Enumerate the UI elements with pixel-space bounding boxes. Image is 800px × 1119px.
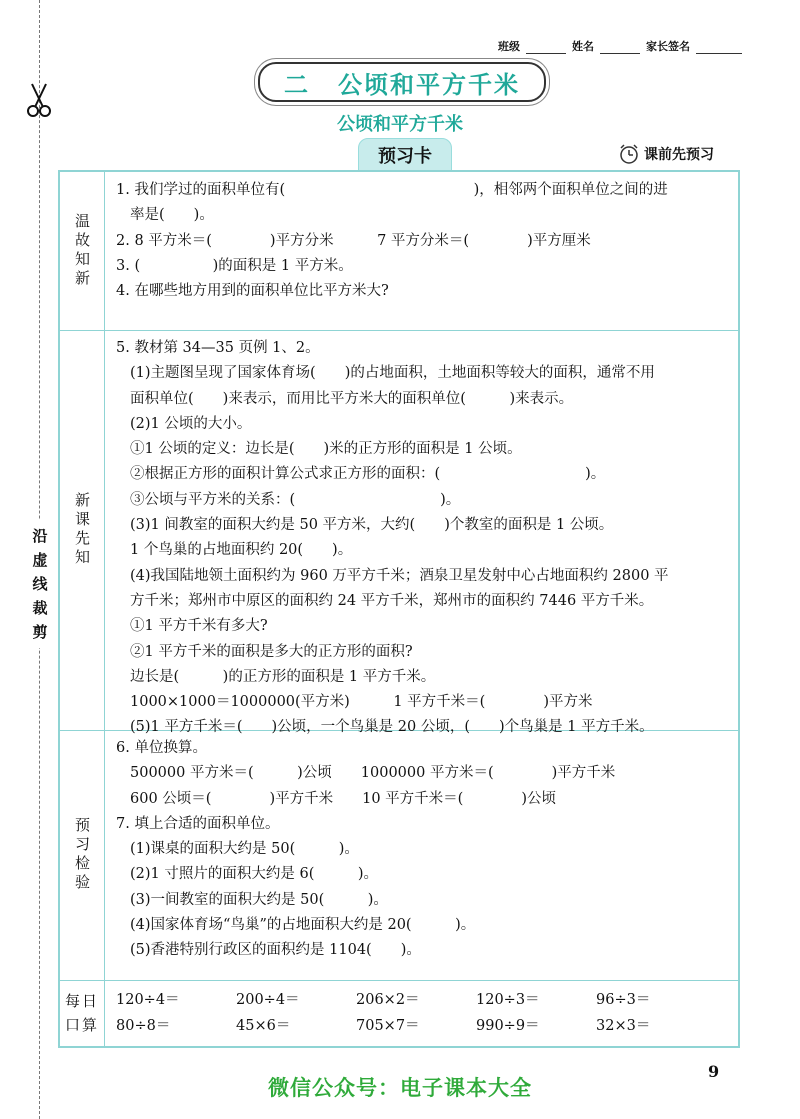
unit-title: 公顷和平方千米 bbox=[338, 70, 520, 99]
question-line: 2. 8 平方米＝( )平方分米 7 平方分米＝( )平方厘米 bbox=[116, 232, 591, 249]
question-line: (5)香港特别行政区的面积约是 1104( )。 bbox=[130, 942, 421, 959]
question-line: 6. 单位换算。 bbox=[116, 740, 207, 756]
preview-tag bbox=[618, 143, 714, 165]
question-line: ②1 平方千米的面积是多大的正方形的面积? bbox=[130, 643, 413, 660]
header-fields bbox=[498, 38, 742, 54]
question-line: 5. 教材第 34—35 页例 1、2。 bbox=[116, 340, 320, 356]
calc-item: 705×7＝ bbox=[356, 1018, 420, 1034]
calc-item: 80÷8＝ bbox=[116, 1018, 171, 1034]
calc-grid bbox=[116, 988, 726, 1038]
section-check bbox=[60, 730, 738, 981]
section-new bbox=[60, 330, 738, 736]
question-line: (4)国家体育场“鸟巢”的占地面积大约是 20( )。 bbox=[130, 917, 476, 934]
question-line: ③公顷与平方米的关系：( )。 bbox=[130, 491, 461, 508]
question-line: 3. ( )的面积是 1 平方米。 bbox=[116, 257, 353, 274]
question-line: ②根据正方形的面积计算公式求正方形的面积：( )。 bbox=[130, 466, 606, 483]
question-line: 1. 我们学过的面积单位有( )，相邻两个面积单位之间的进 bbox=[116, 182, 668, 198]
question-line: 面积单位( )来表示，而用比平方米大的面积单位( )来表示。 bbox=[130, 390, 574, 407]
question-line: 1000×1000＝1000000(平方米) 1 平方千米＝( )平方米 bbox=[130, 694, 593, 711]
alarm-clock-icon bbox=[618, 143, 640, 165]
section-label: 每日 口算 bbox=[60, 980, 105, 1046]
parent-signature-field[interactable] bbox=[696, 38, 742, 54]
question-line: (2)1 寸照片的面积大约是 6( )。 bbox=[130, 866, 379, 883]
lesson-title: 公顷和平方千米 bbox=[337, 114, 463, 135]
calc-item: 206×2＝ bbox=[356, 992, 420, 1008]
question-line: (3)一间教室的面积大约是 50( )。 bbox=[130, 891, 388, 908]
unit-banner bbox=[258, 62, 546, 102]
preview-card-tab: 预习卡 bbox=[358, 138, 452, 172]
question-line: 边长是( )的正方形的面积是 1 平方千米。 bbox=[130, 668, 436, 685]
question-line: 4. 在哪些地方用到的面积单位比平方米大? bbox=[116, 283, 389, 300]
question-line: 率是( )。 bbox=[130, 207, 214, 224]
section-content bbox=[116, 178, 730, 304]
calc-item: 990÷9＝ bbox=[476, 1018, 540, 1034]
section-review bbox=[60, 172, 738, 331]
calc-item: 45×6＝ bbox=[236, 1018, 291, 1034]
calc-item: 32×3＝ bbox=[596, 1018, 651, 1034]
name-field[interactable] bbox=[600, 38, 640, 54]
question-line: (3)1 间教室的面积大约是 50 平方米，大约( )个教室的面积是 1 公顷。 bbox=[130, 517, 614, 534]
question-line: ①1 平方千米有多大? bbox=[130, 618, 268, 635]
question-line: (4)我国陆地领土面积约为 960 万平方千米；酒泉卫星发射中心占地面积约 2800 平 bbox=[130, 567, 669, 584]
class-label: 班级 bbox=[498, 40, 520, 53]
section-daily-calc bbox=[60, 980, 738, 1046]
calc-item: 200÷4＝ bbox=[236, 992, 300, 1008]
question-line: (2)1 公顷的大小。 bbox=[130, 415, 252, 432]
question-line: 方千米；郑州市中原区的面积约 24 平方千米，郑州市的面积约 7446 平方千米。 bbox=[130, 592, 654, 609]
calc-item: 120÷3＝ bbox=[476, 992, 540, 1008]
parent-signature-label: 家长签名 bbox=[646, 40, 690, 53]
section-label: 温故知新 bbox=[60, 172, 105, 330]
question-line: ①1 公顷的定义：边长是( )米的正方形的面积是 1 公顷。 bbox=[130, 441, 522, 458]
name-label: 姓名 bbox=[572, 40, 594, 53]
calc-item: 96÷3＝ bbox=[596, 992, 651, 1008]
unit-number: 二 bbox=[284, 70, 310, 99]
question-line: (1)课桌的面积大约是 50( )。 bbox=[130, 841, 359, 858]
question-line: 500000 平方米＝( )公顷 1000000 平方米＝( )平方千米 bbox=[130, 765, 616, 782]
question-line: 7. 填上合适的面积单位。 bbox=[116, 815, 280, 832]
footer-watermark: 微信公众号：电子课本大全 bbox=[268, 1076, 532, 1100]
question-line: 600 公顷＝( )平方千米 10 平方千米＝( )公顷 bbox=[130, 790, 556, 807]
section-label: 新课先知 bbox=[60, 330, 105, 730]
page-number: 9 bbox=[708, 1062, 720, 1081]
worksheet-table bbox=[58, 170, 740, 1048]
class-field[interactable] bbox=[526, 38, 566, 54]
question-line: (5)1 平方千米＝( )公顷，一个鸟巢是 20 公顷，( )个鸟巢是 1 平方千米。 bbox=[130, 719, 654, 736]
preview-tag-label: 课前先预习 bbox=[644, 147, 714, 163]
calc-item: 120÷4＝ bbox=[116, 992, 180, 1008]
section-content bbox=[116, 736, 730, 964]
cut-instruction: 沿虚线裁剪 bbox=[28, 520, 52, 648]
section-content bbox=[116, 336, 730, 741]
question-line: (1)主题图呈现了国家体育场( )的占地面积，土地面积等较大的面积，通常不用 bbox=[130, 365, 655, 382]
section-label: 预习检验 bbox=[60, 730, 105, 980]
question-line: 1 个鸟巢的占地面积约 20( )。 bbox=[130, 542, 353, 559]
